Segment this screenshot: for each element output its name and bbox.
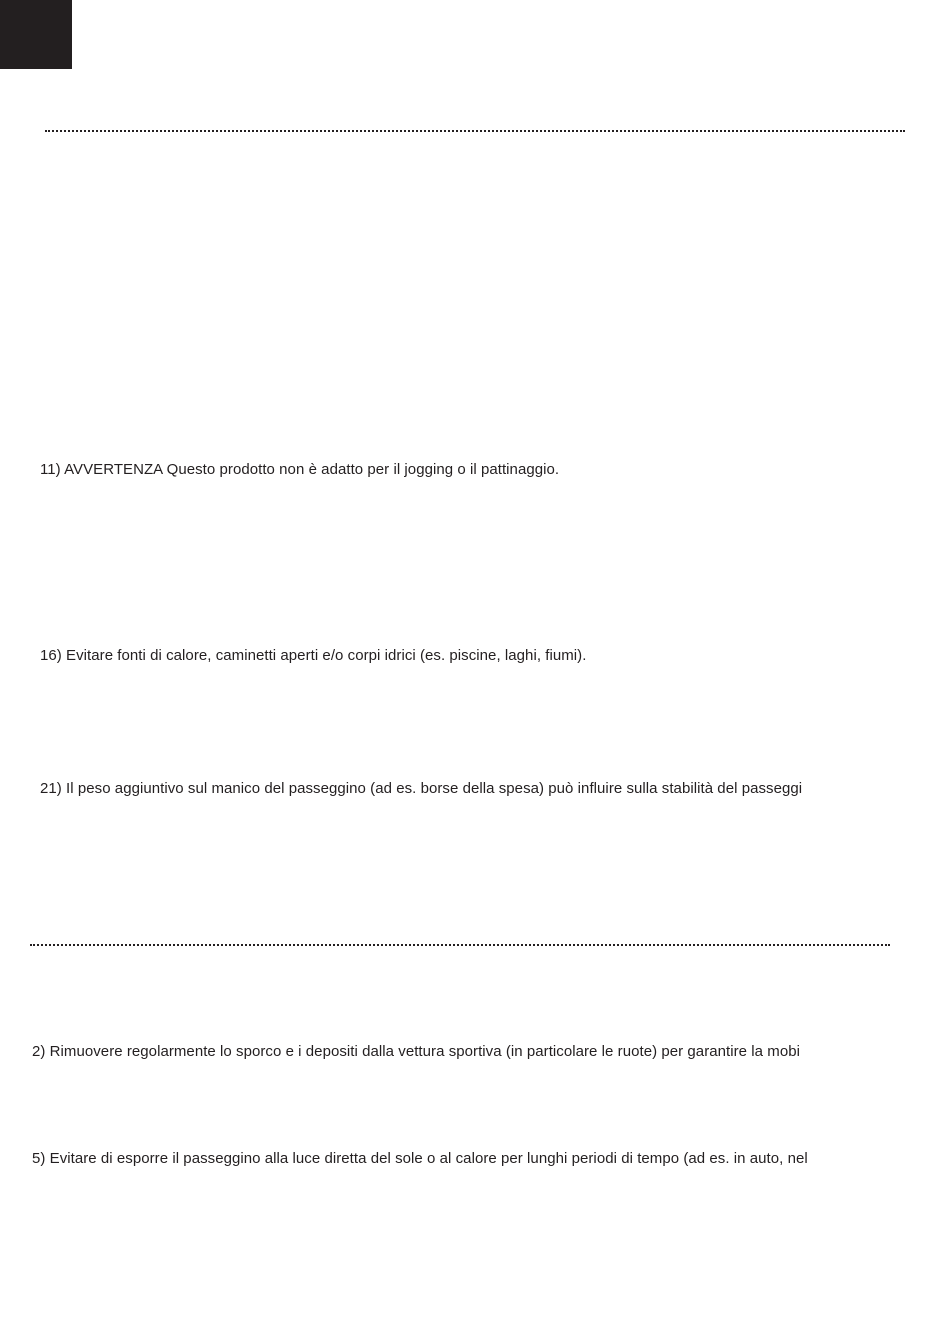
section-divider-top [45, 130, 905, 132]
maintenance-item-2: 2) Rimuovere regolarmente lo sporco e i depositi dalla vettura sportiva (in particolare le ruote) per garantire la mobi [32, 1043, 800, 1060]
warning-item-16: 16) Evitare fonti di calore, caminetti aperti e/o corpi idrici (es. piscine, laghi, fiumi). [40, 647, 587, 664]
warning-item-11: 11) AVVERTENZA Questo prodotto non è adatto per il jogging o il pattinaggio. [40, 461, 560, 478]
maintenance-item-5: 5) Evitare di esporre il passeggino alla luce diretta del sole o al calore per lunghi periodi di tempo (ad es. in auto, nel [32, 1150, 808, 1167]
section-divider-bottom [30, 944, 890, 946]
page-corner-tab [0, 0, 72, 69]
warning-item-21: 21) Il peso aggiuntivo sul manico del passeggino (ad es. borse della spesa) può influire sulla stabilità del passeggi [40, 780, 803, 797]
